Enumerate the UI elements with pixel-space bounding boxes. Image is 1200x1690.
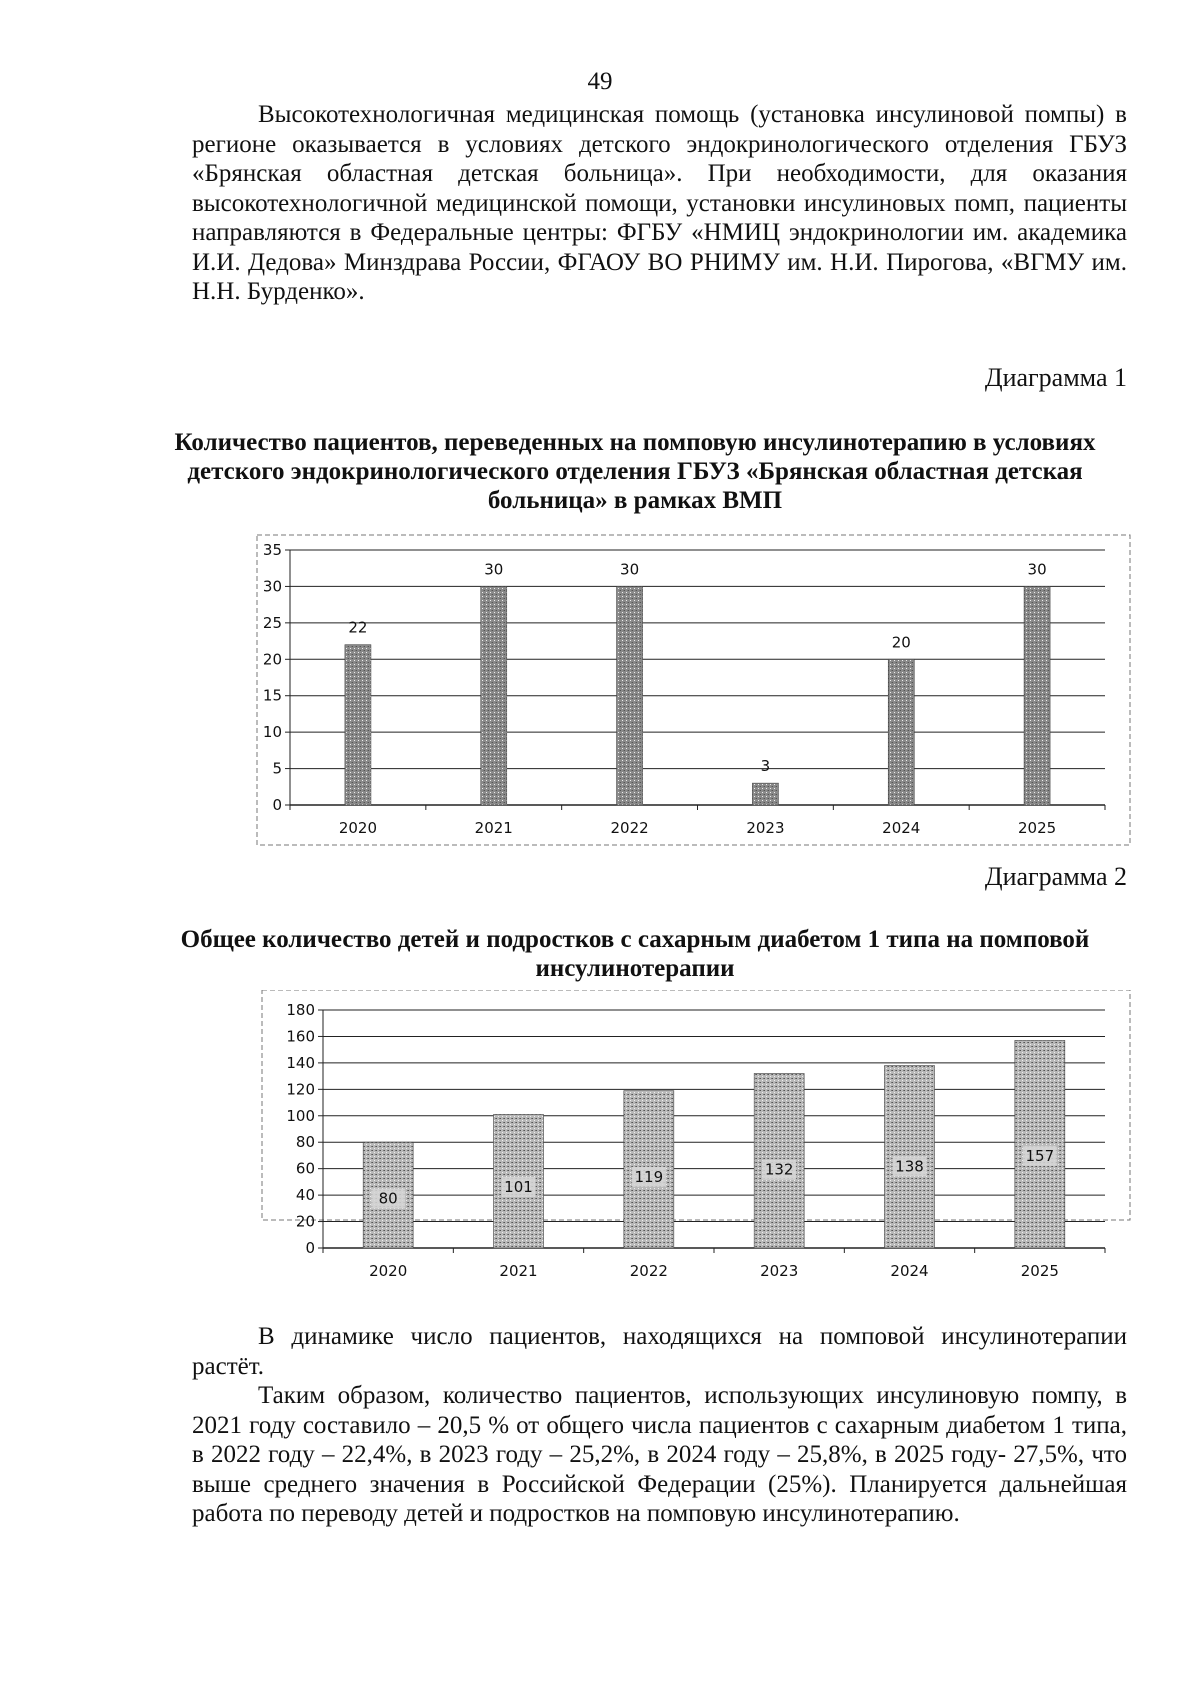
closing-paragraph-2 (192, 1381, 1127, 1529)
y-tick-label: 140 (286, 1053, 315, 1072)
x-tick-label-2025: 2025 (1017, 819, 1057, 837)
x-tick-label-2023: 2023 (760, 1262, 799, 1280)
chart-1-frame (257, 535, 1130, 845)
intro-text: Высокотехнологичная медицинская помощь (установка инсулиновой помпы) в регионе оказывается в условиях детского эндокринологического отделения ГБУЗ «Брянская областная детская больница». При необходимости, для оказания высокотехнологичной медицинской помощи, установки инсулиновых помп, пациенты направляются в Федеральные центры: ФГБУ «НМИЦ эндокринологии им. академика И.И. Дедова» Минздрава России, ФГАОУ ВО РНИМУ им. Н.И. Пирогова, «ВГМУ им. Н.Н. Бурденко». (192, 101, 1127, 305)
y-tick-label: 20 (262, 650, 282, 669)
y-tick-label: 10 (262, 723, 282, 742)
bar-2021 (481, 586, 507, 805)
y-tick-label: 160 (286, 1027, 315, 1046)
intro-paragraph (192, 100, 1127, 307)
bar-2022 (617, 586, 643, 805)
y-tick-label: 120 (286, 1080, 315, 1099)
x-tick-label-2024: 2024 (882, 819, 921, 837)
chart-2-title: Общее количество детей и подростков с сахарным диабетом 1 типа на помповой инсулинотерапии (180, 926, 1090, 982)
chart-2 (0, 990, 1200, 1290)
x-tick-label-2022: 2022 (610, 819, 649, 837)
data-label-2020: 80 (378, 1189, 398, 1208)
y-tick-label: 20 (295, 1212, 315, 1231)
y-tick-label: 60 (295, 1159, 315, 1178)
x-tick-label-2021: 2021 (499, 1262, 538, 1280)
data-label-2024: 138 (895, 1157, 924, 1176)
closing-text-1: В динамике число пациентов, находящихся на помповой инсулинотерапии растёт. (192, 1323, 1127, 1380)
diagram-2-label: Диаграмма 2 (984, 862, 1127, 891)
y-tick-label: 180 (286, 1001, 315, 1019)
data-label-2023: 132 (764, 1160, 794, 1179)
closing-paragraph-1 (192, 1322, 1127, 1381)
closing-text-2: Таким образом, количество пациентов, использующих инсулиновую помпу, в 2021 году составило – 20,5 % от общего числа пациентов с сахарным диабетом 1 типа, в 2022 году – 22,4%, в 2023 году – 25,2%, в 2024 году – 25,8%, в 2025 году- 27,5%, что выше среднего значения в Российской Федерации (25%). Планируется дальнейшая работа по переводу детей и подростков на помповую инсулинотерапию. (192, 1382, 1127, 1527)
data-label-2022: 119 (634, 1167, 664, 1186)
diagram-1-label: Диаграмма 1 (984, 363, 1127, 392)
data-label-2022: 30 (620, 560, 640, 579)
bar-2023 (752, 783, 778, 805)
data-label-2020: 22 (348, 618, 368, 637)
chart-1 (0, 530, 1200, 860)
bar-2025 (1024, 586, 1050, 805)
y-tick-label: 25 (262, 613, 282, 632)
y-tick-label: 40 (295, 1186, 315, 1205)
data-label-2021: 30 (484, 560, 504, 579)
chart-1-title: Количество пациентов, переведенных на помповую инсулинотерапию в условиях детского эндокринологического отделения ГБУЗ «Брянская областная детская больница» в рамках ВМП (174, 429, 1096, 514)
data-label-2025: 30 (1027, 560, 1047, 579)
bar-2020 (345, 645, 371, 805)
bar-2025 (1015, 1040, 1065, 1248)
y-tick-label: 15 (262, 686, 282, 705)
x-tick-label-2020: 2020 (369, 1262, 408, 1280)
x-tick-label-2022: 2022 (629, 1262, 668, 1280)
y-tick-label: 30 (262, 577, 282, 596)
y-tick-label: 35 (262, 541, 282, 559)
page-number: 49 (587, 68, 613, 95)
x-tick-label-2024: 2024 (890, 1262, 929, 1280)
y-tick-label: 5 (272, 759, 282, 778)
bar-2024 (888, 659, 914, 805)
data-label-2024: 20 (891, 633, 911, 652)
y-tick-label: 100 (286, 1106, 315, 1125)
data-label-2025: 157 (1025, 1146, 1055, 1165)
x-tick-label-2020: 2020 (338, 819, 378, 837)
x-tick-label-2023: 2023 (746, 819, 785, 837)
data-label-2021: 101 (504, 1177, 533, 1196)
data-label-2023: 3 (760, 757, 771, 776)
y-tick-label: 0 (305, 1239, 315, 1257)
x-tick-label-2021: 2021 (474, 819, 513, 837)
x-tick-label-2025: 2025 (1020, 1262, 1059, 1280)
y-tick-label: 0 (272, 796, 282, 814)
y-tick-label: 80 (295, 1133, 315, 1152)
